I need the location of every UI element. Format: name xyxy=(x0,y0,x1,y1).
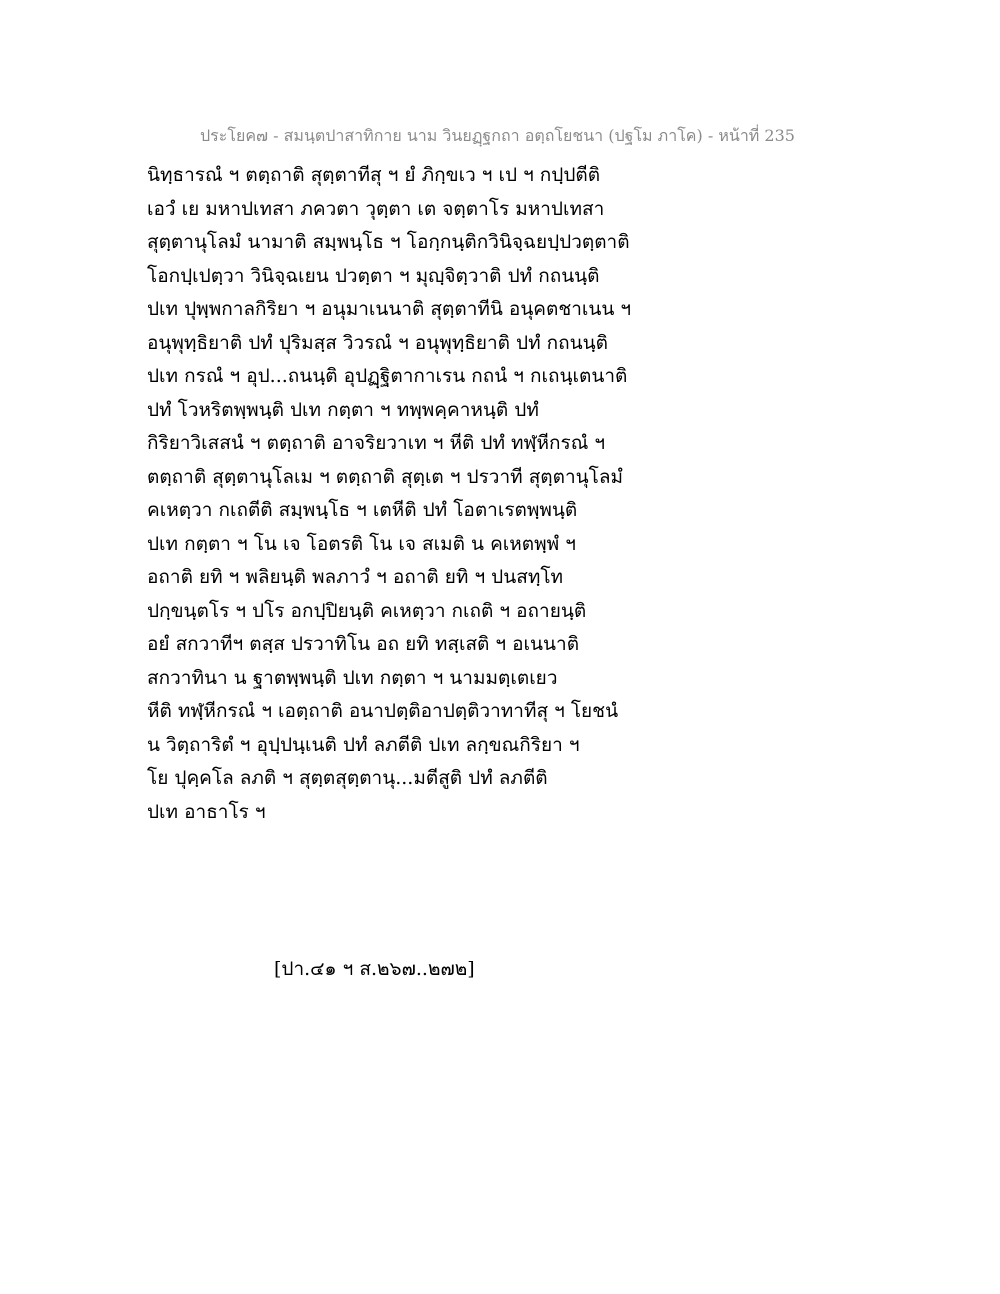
text-line: อนุพุทฺธิยาติ ปทํ ปุริมสฺส วิวรณํ ฯ อนุพุทฺธิยาติ ปทํ กถนนฺติ xyxy=(147,331,608,354)
text-line: ปเท กตฺตา ฯ โน เจ โอตรติ โน เจ สเมติ น คเหตพฺพํ ฯ xyxy=(147,532,576,555)
text-line: อยํ สกวาทีฯ ตสฺส ปรวาทิโน อถ ยทิ ทสฺเสติ ฯ อเนนาติ xyxy=(147,633,580,655)
text-line: หีติ ทฬฺหีกรณํ ฯ เอตฺถาติ อนาปตฺติอาปตฺติวาทาทีสุ ฯ โยชนํ xyxy=(147,700,619,722)
text-line: โย ปุคฺคโล ลภติ ฯ สุตฺตสุตฺตานุ...มตีสูติ ปทํ ลภตีติ xyxy=(147,767,548,789)
text-line: น วิตฺถาริตํ ฯ อุปฺปนฺเนติ ปทํ ลภตีติ ปเท ลกฺขณกิริยา ฯ xyxy=(147,733,580,756)
text-line: กิริยาวิเสสนํ ฯ ตตฺถาติ อาจริยวาเท ฯ หีติ ปทํ ทฬฺหีกรณํ ฯ xyxy=(147,432,606,454)
text-line: อถาติ ยทิ ฯ พลิยนฺติ พลภาวํ ฯ อถาติ ยทิ ฯ ปนสทฺโท xyxy=(147,566,564,588)
text-line: สกวาทินา น ฐาตพฺพนฺติ ปเท กตฺตา ฯ นามมตฺเตเยว xyxy=(147,666,558,689)
text-line: โอกปฺเปตฺวา วินิจฺฉเยน ปวตฺตา ฯ มุญฺจิตฺวาติ ปทํ กถนนฺติ xyxy=(147,264,600,287)
text-line: ตตฺถาติ สุตฺตานุโลเม ฯ ตตฺถาติ สุตฺเต ฯ ปรวาที สุตฺตานุโลมํ xyxy=(147,465,623,488)
body-text xyxy=(147,159,667,829)
text-line: นิทฺธารณํ ฯ ตตฺถาติ สุตฺตาทีสุ ฯ ยํ ภิกฺขเว ฯ เป ฯ กปฺปตีติ xyxy=(147,164,601,186)
text-line: สุตฺตานุโลมํ นามาติ สมฺพนฺโธ ฯ โอกฺกนฺติกวินิจฺฉยปฺปวตฺตาติ xyxy=(147,231,630,253)
text-line: ปเท กรณํ ฯ อุป...ถนนฺติ อุปฏฺฐิตากาเรน กถนํ ฯ กเถนฺเตนาติ xyxy=(147,365,628,387)
text-line: ปเท ปุพฺพกาลกิริยา ฯ อนุมาเนนาติ สุตฺตาทีนิ อนุคตชาเนน ฯ xyxy=(147,298,632,320)
text-line: ปเท อาธาโร ฯ xyxy=(147,800,266,823)
text-line: เอวํ เย มหาปเทสา ภควตา วุตฺตา เต จตฺตาโร มหาปเทสา xyxy=(147,197,605,220)
page-header: ประโยค๗ - สมนฺตปาสาทิกาย นาม วินยฏฺฐกถา อตฺถโยชนา (ปฐโม ภาโค) - หน้าที่ 235 xyxy=(200,126,795,145)
text-line: ปกฺขนฺตโร ฯ ปโร อกปฺปิยนฺติ คเหตฺวา กเถติ ฯ อถายนฺติ xyxy=(147,599,587,622)
text-line: ปทํ โวหริตพฺพนฺติ ปเท กตฺตา ฯ ทพฺพคฺคาหนฺติ ปทํ xyxy=(147,398,539,421)
source-reference: [ปา.๔๑ ฯ ส.๒๖๗..๒๗๒] xyxy=(274,958,475,980)
text-line: คเหตฺวา กเถตีติ สมฺพนฺโธ ฯ เตหีติ ปทํ โอตาเรตพฺพนฺติ xyxy=(147,499,578,521)
